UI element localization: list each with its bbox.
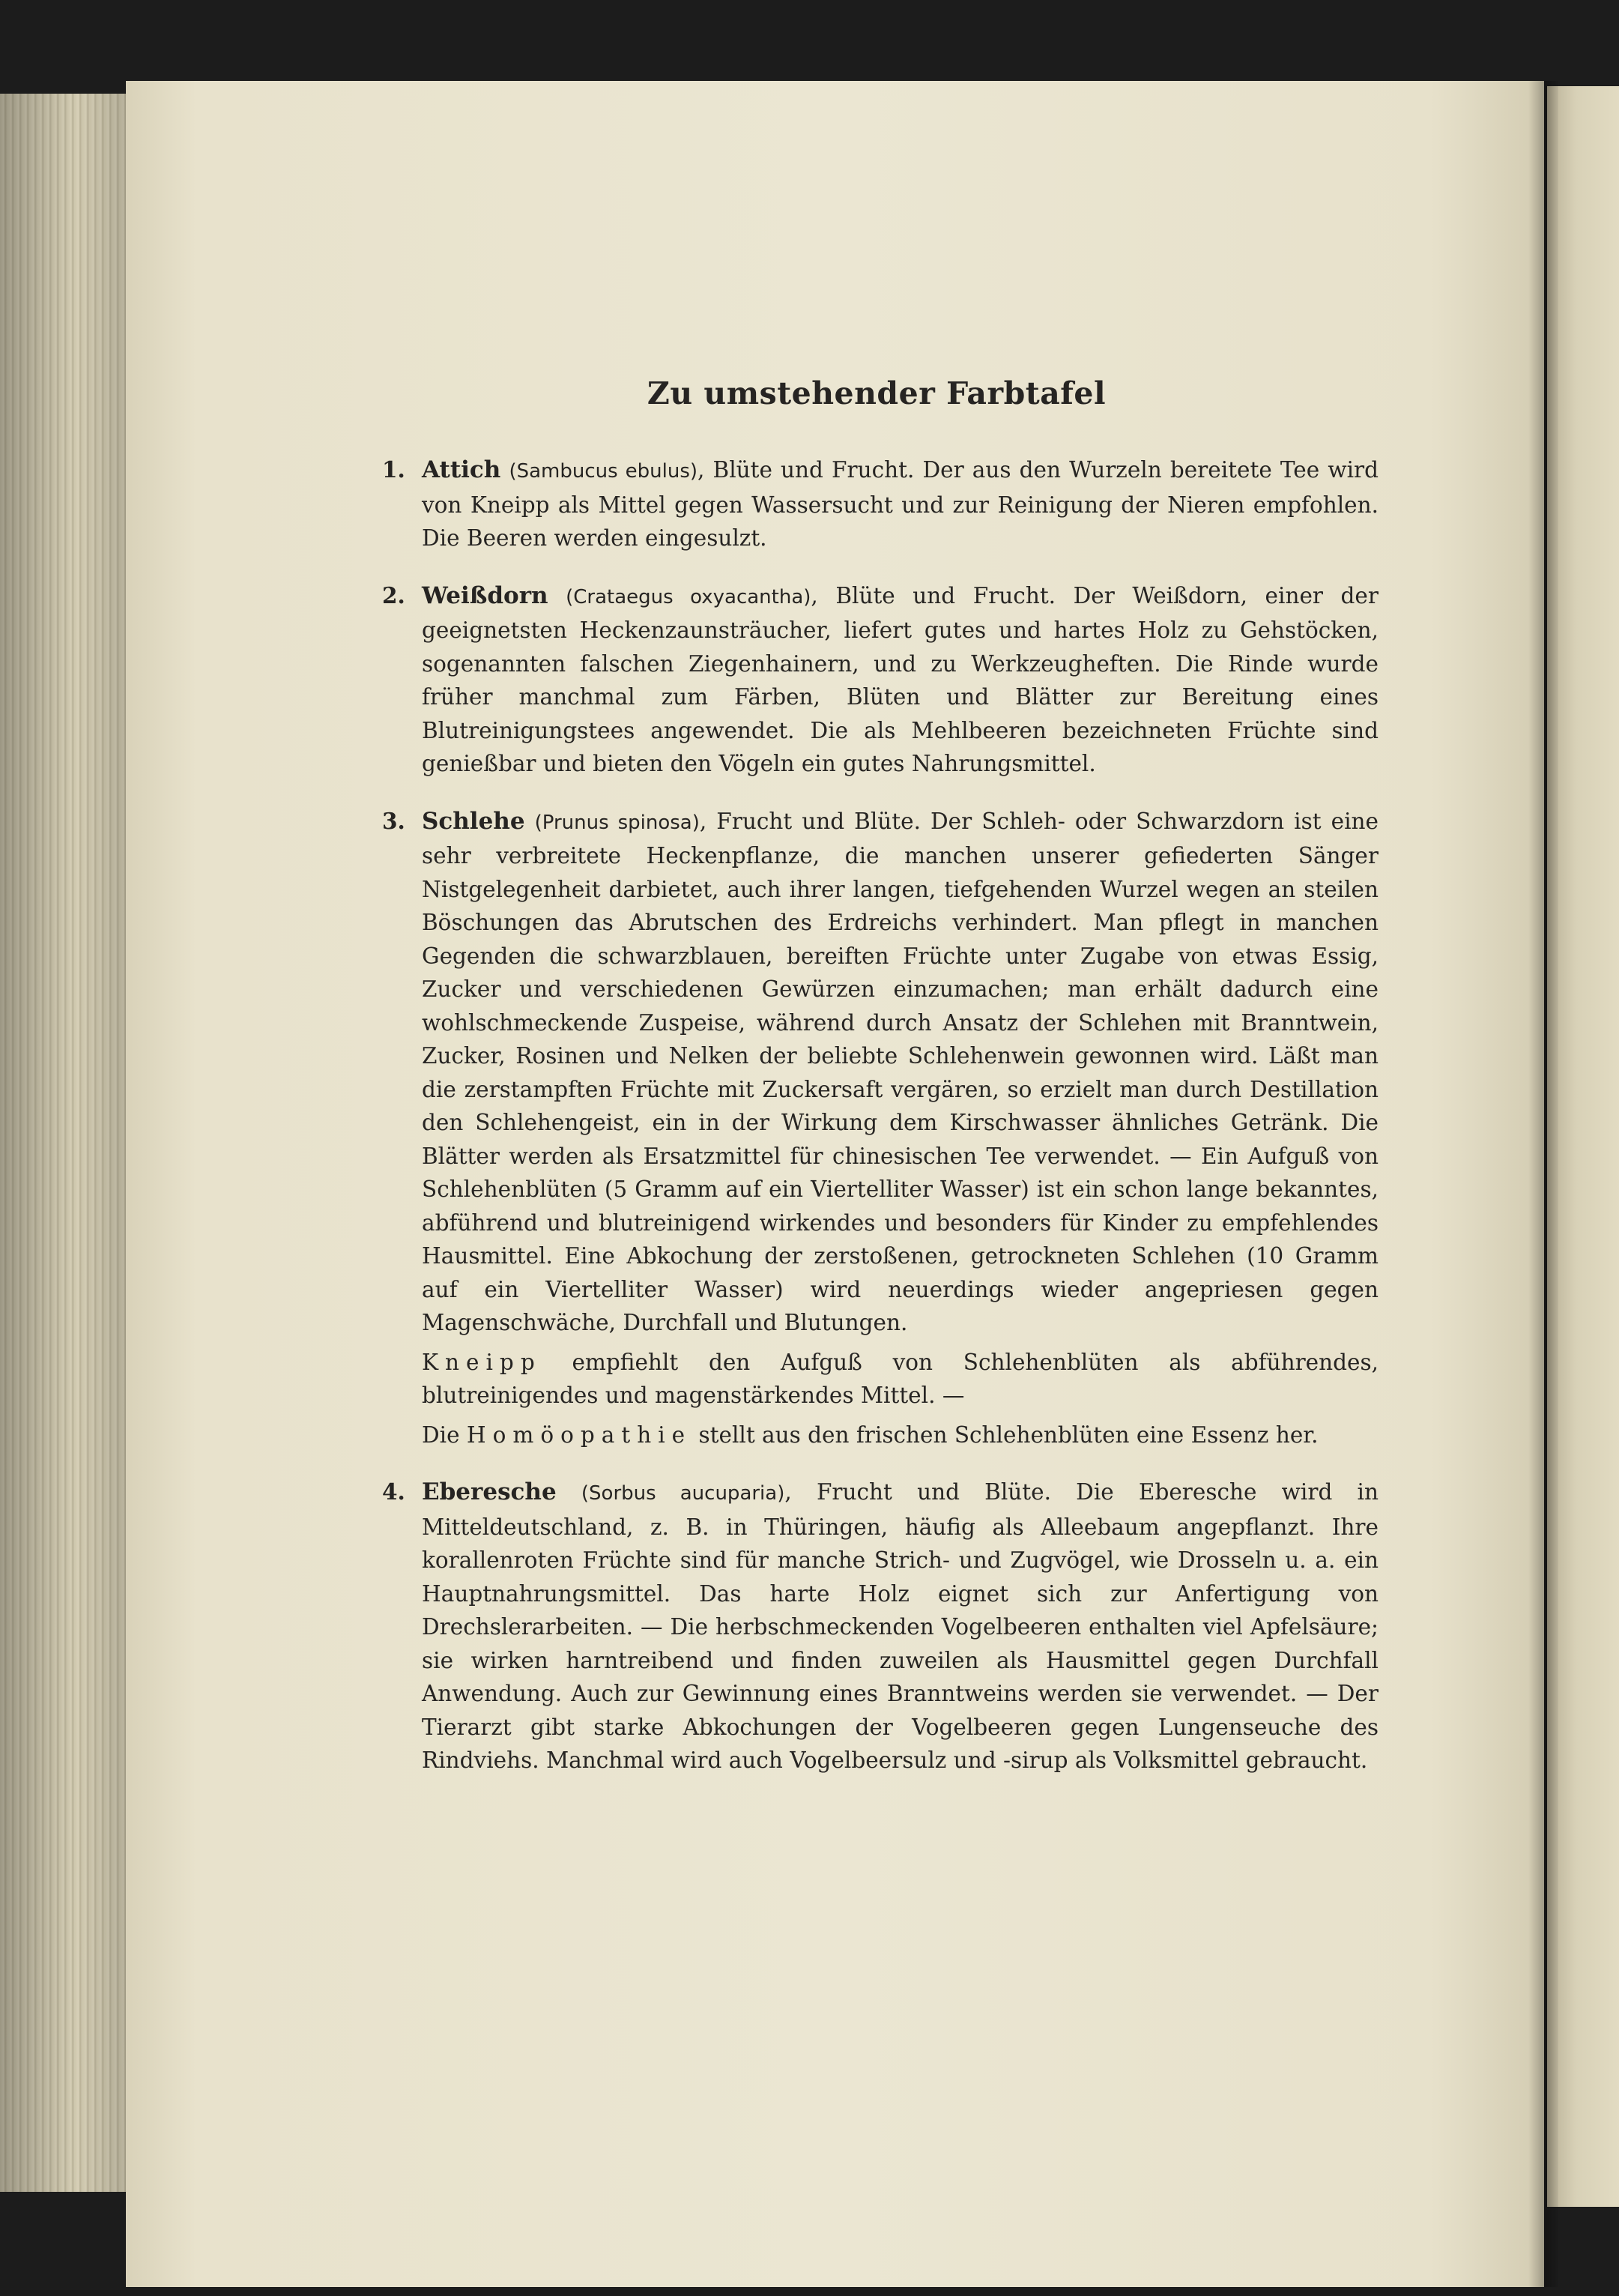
entry-paragraph-kneipp (422, 1346, 1379, 1413)
entry-number: 3. (382, 807, 405, 834)
spaced-name-kneipp: Kneipp (422, 1349, 542, 1375)
entry-text: stellt aus den frischen Schlehenblüten eine Essenz her. (692, 1422, 1319, 1448)
entry-term: Weißdorn (422, 581, 548, 609)
entry-eberesche (375, 1475, 1379, 1777)
entry-paragraph (382, 453, 1379, 555)
entry-weissdorn (375, 579, 1379, 781)
entry-paragraph-homoeopathie (422, 1419, 1379, 1452)
entry-text-prefix: Die (422, 1422, 467, 1448)
entry-latin-name: (Crataegus oxyacantha) (566, 585, 811, 608)
entry-paragraph (382, 579, 1379, 781)
entry-latin-name: (Sambucus ebulus) (509, 460, 698, 483)
entry-paragraph (382, 805, 1379, 1340)
entry-latin-name: (Sorbus aucuparia) (581, 1482, 785, 1505)
entry-term: Eberesche (422, 1478, 557, 1505)
entry-number: 1. (382, 456, 405, 483)
entry-text: , Blüte und Frucht. Der aus den Wurzeln bereitete Tee wird von Kneipp als Mittel gegen Wassersucht und zur Reinigung der Nieren empfohlen. Die Beeren werden eingesulzt. (422, 457, 1379, 551)
entry-text: , Frucht und Blüte. Die Eberesche wird in Mitteldeutschland, z. B. in Thüringen, häufig als Alleebaum angepflanzt. Ihre korallenroten Früchte sind für manche Strich- und Zugvögel, wie Drosseln u. a. ein Hauptnahrungsmittel. Das harte Holz eignet sich zur Anfertigung von Drechslerarbeiten. — Die herbschmeckenden Vogelbeeren enthalten viel Apfelsäure; sie wirken harntreibend und finden zuweilen als Hausmittel gegen Durchfall Anwendung. Auch zur Gewinnung eines Branntweins werden sie verwendet. — Der Tierarzt gibt starke Abkochungen der Vogelbeeren gegen Lungenseuche des Rindviehs. Manchmal wird auch Vogelbeersulz und -sirup als Volksmittel gebraucht. (422, 1479, 1379, 1773)
entry-term: Attich (422, 456, 501, 483)
book-gutter-shadow (1528, 81, 1558, 2287)
entry-text: empfiehlt den Aufguß von Schlehenblüten als abführendes, blutreinigendes und magenstärkendes Mittel. — (422, 1349, 1379, 1408)
entry-number: 4. (382, 1478, 405, 1505)
entry-text: , Blüte und Frucht. Der Weißdorn, einer der geeignetsten Heckenzaunsträucher, liefert gutes und hartes Holz zu Gehstöcken, sogenannten falschen Ziegenhainern, und zu Werkzeugheften. Die Rinde wurde früher manchmal zum Färben, Blüten und Blätter zur Bereitung eines Blutreinigungstees angewendet. Die als Mehlbeeren bezeichneten Früchte sind genießbar und bieten den Vögeln ein gutes Nahrungsmittel. (422, 582, 1379, 776)
entry-text: , Frucht und Blüte. Der Schleh- oder Schwarzdorn ist eine sehr verbreitete Heckenpflanze, die manchen unserer gefiederten Sänger Nistgelegenheit darbietet, auch ihrer langen, tiefgehenden Wurzel wegen an steilen Böschungen das Abrutschen des Erdreichs verhindert. Man pflegt in manchen Gegenden die schwarzblauen, bereiften Früchte unter Zugabe von etwas Essig, Zucker und verschiedenen Gewürzen einzumachen; man erhält dadurch eine wohlschmeckende Zuspeise, während durch Ansatz der Schlehen mit Branntwein, Zucker, Rosinen und Nelken der beliebte Schlehenwein gewonnen wird. Läßt man die zerstampften Früchte mit Zuckersaft vergären, so erzielt man durch Destillation den Schlehengeist, ein in der Wirkung dem Kirschwasser ähnliches Getränk. Die Blätter werden als Ersatzmittel für chinesischen Tee verwendet. — Ein Aufguß von Schlehenblüten (5 Gramm auf ein Viertelliter Wasser) ist ein schon lange bekanntes, abführend und blutreinigend wirkendes und besonders für Kinder zu empfehlendes Hausmittel. Eine Abkochung der zerstoßenen, getrockneten Schlehen (10 Gramm auf ein Viertelliter Wasser) wird neuerdings wieder angepriesen gegen Magenschwäche, Durchfall und Blutungen. (422, 808, 1379, 1335)
spaced-name-homoeopathie: Homöopathie (466, 1422, 692, 1448)
entry-number: 2. (382, 581, 405, 608)
page-edges-shadow (0, 94, 127, 2192)
page-content (375, 375, 1379, 1801)
entry-paragraph (382, 1475, 1379, 1777)
page-heading: Zu umstehender Farbtafel (647, 375, 1107, 411)
entry-attich (375, 453, 1379, 555)
entry-term: Schlehe (422, 807, 525, 835)
entry-schlehe (375, 805, 1379, 1452)
entry-latin-name: (Prunus spinosa) (534, 811, 700, 834)
